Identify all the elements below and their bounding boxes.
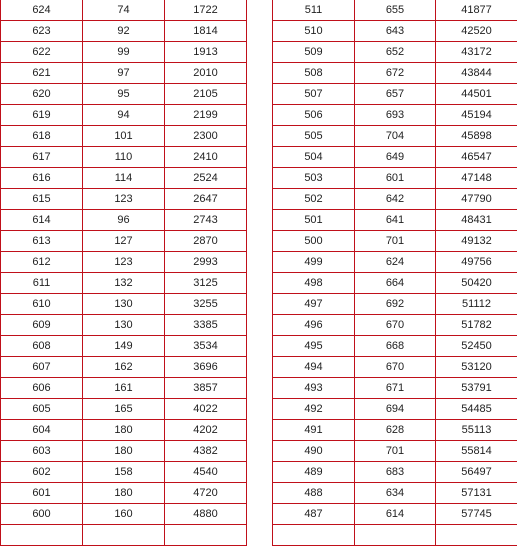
count-cell: 123: [83, 252, 165, 273]
score-cell: 617: [1, 147, 83, 168]
table-row: [1, 399, 247, 420]
cumulative-cell: 49756: [436, 252, 517, 273]
score-cell: 609: [1, 315, 83, 336]
table-row: [273, 21, 517, 42]
cumulative-cell: 2410: [165, 147, 247, 168]
table-row: [273, 294, 517, 315]
count-cell: 694: [355, 399, 436, 420]
score-cell: 489: [273, 462, 355, 483]
score-cell: 607: [1, 357, 83, 378]
count-cell: 101: [83, 126, 165, 147]
table-row: [273, 252, 517, 273]
count-cell: 162: [83, 357, 165, 378]
score-cell: 621: [1, 63, 83, 84]
table-row: [1, 378, 247, 399]
cumulative-cell: 3696: [165, 357, 247, 378]
table-row: [273, 126, 517, 147]
count-cell: 642: [355, 189, 436, 210]
score-cell: 499: [273, 252, 355, 273]
score-cell: 615: [1, 189, 83, 210]
table-row: [273, 105, 517, 126]
score-cell: 496: [273, 315, 355, 336]
score-cell: 509: [273, 42, 355, 63]
count-cell: 158: [83, 462, 165, 483]
cumulative-cell: 47790: [436, 189, 517, 210]
score-cell: 600: [1, 504, 83, 525]
cumulative-cell: 2743: [165, 210, 247, 231]
cumulative-cell: 44501: [436, 84, 517, 105]
cumulative-cell: 55814: [436, 441, 517, 462]
score-cell: 606: [1, 378, 83, 399]
score-cell: 511: [273, 0, 355, 21]
table-row: [273, 378, 517, 399]
count-cell: 683: [355, 462, 436, 483]
table-row: [273, 63, 517, 84]
table-row: [273, 525, 517, 546]
count-cell: 671: [355, 378, 436, 399]
table-row: [1, 252, 247, 273]
cumulative-cell: 50420: [436, 273, 517, 294]
cumulative-cell: 2010: [165, 63, 247, 84]
score-cell: 623: [1, 21, 83, 42]
table-row: [273, 336, 517, 357]
cumulative-cell: 48431: [436, 210, 517, 231]
score-cell: 618: [1, 126, 83, 147]
right-score-table-body: [273, 0, 517, 546]
cumulative-cell: 46547: [436, 147, 517, 168]
cumulative-cell: 47148: [436, 168, 517, 189]
table-row: [273, 357, 517, 378]
cumulative-cell: 4202: [165, 420, 247, 441]
table-row: [273, 504, 517, 525]
count-cell: 657: [355, 84, 436, 105]
cumulative-cell: 4382: [165, 441, 247, 462]
table-row: [273, 399, 517, 420]
cumulative-cell: 56497: [436, 462, 517, 483]
count-cell: 672: [355, 63, 436, 84]
table-row: [1, 462, 247, 483]
cumulative-cell: 2993: [165, 252, 247, 273]
table-row: [273, 273, 517, 294]
count-cell: 180: [83, 420, 165, 441]
score-cell: 616: [1, 168, 83, 189]
table-row: [273, 483, 517, 504]
cumulative-cell: 54485: [436, 399, 517, 420]
count-cell: 624: [355, 252, 436, 273]
count-cell: 161: [83, 378, 165, 399]
score-cell: 603: [1, 441, 83, 462]
table-row: [1, 420, 247, 441]
table-row: [273, 462, 517, 483]
count-cell: 692: [355, 294, 436, 315]
score-cell: 602: [1, 462, 83, 483]
count-cell: [355, 525, 436, 546]
count-cell: 94: [83, 105, 165, 126]
table-row: [273, 147, 517, 168]
count-cell: 701: [355, 231, 436, 252]
cumulative-cell: 51782: [436, 315, 517, 336]
cumulative-cell: 2199: [165, 105, 247, 126]
score-cell: 495: [273, 336, 355, 357]
cumulative-cell: 53791: [436, 378, 517, 399]
cumulative-cell: 43844: [436, 63, 517, 84]
count-cell: 634: [355, 483, 436, 504]
count-cell: 130: [83, 294, 165, 315]
cumulative-cell: 2524: [165, 168, 247, 189]
cumulative-cell: 2647: [165, 189, 247, 210]
score-cell: 620: [1, 84, 83, 105]
count-cell: 643: [355, 21, 436, 42]
table-row: [1, 126, 247, 147]
table-row: [1, 105, 247, 126]
count-cell: 668: [355, 336, 436, 357]
cumulative-cell: 4540: [165, 462, 247, 483]
score-cell: 505: [273, 126, 355, 147]
cumulative-cell: 1814: [165, 21, 247, 42]
score-cell: [273, 525, 355, 546]
score-cell: 498: [273, 273, 355, 294]
table-row: [1, 336, 247, 357]
cumulative-cell: 52450: [436, 336, 517, 357]
score-cell: 491: [273, 420, 355, 441]
cumulative-cell: 3857: [165, 378, 247, 399]
table-row: [273, 315, 517, 336]
cumulative-cell: 55113: [436, 420, 517, 441]
table-row: [1, 147, 247, 168]
score-cell: 488: [273, 483, 355, 504]
count-cell: 74: [83, 0, 165, 21]
score-cell: 507: [273, 84, 355, 105]
count-cell: 165: [83, 399, 165, 420]
score-cell: 493: [273, 378, 355, 399]
table-row: [273, 231, 517, 252]
count-cell: 130: [83, 315, 165, 336]
cumulative-cell: 1722: [165, 0, 247, 21]
count-cell: 670: [355, 315, 436, 336]
table-row: [1, 273, 247, 294]
score-cell: 506: [273, 105, 355, 126]
count-cell: 123: [83, 189, 165, 210]
count-cell: 97: [83, 63, 165, 84]
cumulative-cell: [165, 525, 247, 546]
count-cell: 628: [355, 420, 436, 441]
score-cell: 624: [1, 0, 83, 21]
count-cell: 180: [83, 483, 165, 504]
table-row: [273, 42, 517, 63]
cumulative-cell: 3534: [165, 336, 247, 357]
count-cell: 132: [83, 273, 165, 294]
score-cell: 610: [1, 294, 83, 315]
cumulative-cell: 57131: [436, 483, 517, 504]
table-row: [1, 21, 247, 42]
score-cell: 604: [1, 420, 83, 441]
count-cell: 180: [83, 441, 165, 462]
left-score-table-body: [1, 0, 247, 546]
count-cell: 110: [83, 147, 165, 168]
score-cell: 501: [273, 210, 355, 231]
table-row: [273, 84, 517, 105]
table-row: [273, 420, 517, 441]
cumulative-cell: 4720: [165, 483, 247, 504]
cumulative-cell: 57745: [436, 504, 517, 525]
cumulative-cell: 49132: [436, 231, 517, 252]
count-cell: 99: [83, 42, 165, 63]
table-row: [1, 315, 247, 336]
score-cell: 614: [1, 210, 83, 231]
table-row: [1, 63, 247, 84]
table-row: [1, 168, 247, 189]
count-cell: 670: [355, 357, 436, 378]
score-cell: 601: [1, 483, 83, 504]
count-cell: 655: [355, 0, 436, 21]
count-cell: 127: [83, 231, 165, 252]
count-cell: 652: [355, 42, 436, 63]
count-cell: 114: [83, 168, 165, 189]
score-cell: 487: [273, 504, 355, 525]
score-cell: 510: [273, 21, 355, 42]
count-cell: 149: [83, 336, 165, 357]
cumulative-cell: 4022: [165, 399, 247, 420]
table-row: [1, 0, 247, 21]
score-cell: 502: [273, 189, 355, 210]
table-row: [1, 525, 247, 546]
score-cell: 605: [1, 399, 83, 420]
score-cell: [1, 525, 83, 546]
score-cell: 622: [1, 42, 83, 63]
table-row: [1, 42, 247, 63]
table-row: [1, 84, 247, 105]
cumulative-cell: 53120: [436, 357, 517, 378]
left-score-table: [0, 0, 247, 546]
count-cell: 693: [355, 105, 436, 126]
score-cell: 613: [1, 231, 83, 252]
cumulative-cell: 3385: [165, 315, 247, 336]
cumulative-cell: 4880: [165, 504, 247, 525]
cumulative-cell: [436, 525, 517, 546]
table-row: [1, 294, 247, 315]
cumulative-cell: 1913: [165, 42, 247, 63]
cumulative-cell: 2105: [165, 84, 247, 105]
cumulative-cell: 43172: [436, 42, 517, 63]
score-cell: 508: [273, 63, 355, 84]
table-row: [1, 483, 247, 504]
count-cell: 614: [355, 504, 436, 525]
cumulative-cell: 41877: [436, 0, 517, 21]
right-score-table-panel: [272, 0, 517, 546]
score-cell: 611: [1, 273, 83, 294]
count-cell: 92: [83, 21, 165, 42]
cumulative-cell: 2300: [165, 126, 247, 147]
count-cell: 701: [355, 441, 436, 462]
table-row: [1, 441, 247, 462]
cumulative-cell: 45898: [436, 126, 517, 147]
count-cell: 641: [355, 210, 436, 231]
cumulative-cell: 42520: [436, 21, 517, 42]
table-row: [273, 168, 517, 189]
table-row: [1, 210, 247, 231]
count-cell: 601: [355, 168, 436, 189]
score-cell: 492: [273, 399, 355, 420]
score-cell: 608: [1, 336, 83, 357]
count-cell: 96: [83, 210, 165, 231]
cumulative-cell: 2870: [165, 231, 247, 252]
score-cell: 494: [273, 357, 355, 378]
score-cell: 504: [273, 147, 355, 168]
table-row: [1, 231, 247, 252]
table-row: [273, 441, 517, 462]
right-score-table: [272, 0, 517, 546]
table-row: [273, 0, 517, 21]
cumulative-cell: 3255: [165, 294, 247, 315]
table-row: [1, 357, 247, 378]
score-cell: 497: [273, 294, 355, 315]
count-cell: [83, 525, 165, 546]
cumulative-cell: 3125: [165, 273, 247, 294]
count-cell: 664: [355, 273, 436, 294]
count-cell: 649: [355, 147, 436, 168]
count-cell: 704: [355, 126, 436, 147]
score-cell: 612: [1, 252, 83, 273]
score-cell: 490: [273, 441, 355, 462]
cumulative-cell: 45194: [436, 105, 517, 126]
table-row: [273, 189, 517, 210]
score-cell: 619: [1, 105, 83, 126]
cumulative-cell: 51112: [436, 294, 517, 315]
count-cell: 160: [83, 504, 165, 525]
table-row: [273, 210, 517, 231]
left-score-table-panel: [0, 0, 246, 546]
table-row: [1, 189, 247, 210]
count-cell: 95: [83, 84, 165, 105]
score-cell: 503: [273, 168, 355, 189]
table-row: [1, 504, 247, 525]
score-cell: 500: [273, 231, 355, 252]
